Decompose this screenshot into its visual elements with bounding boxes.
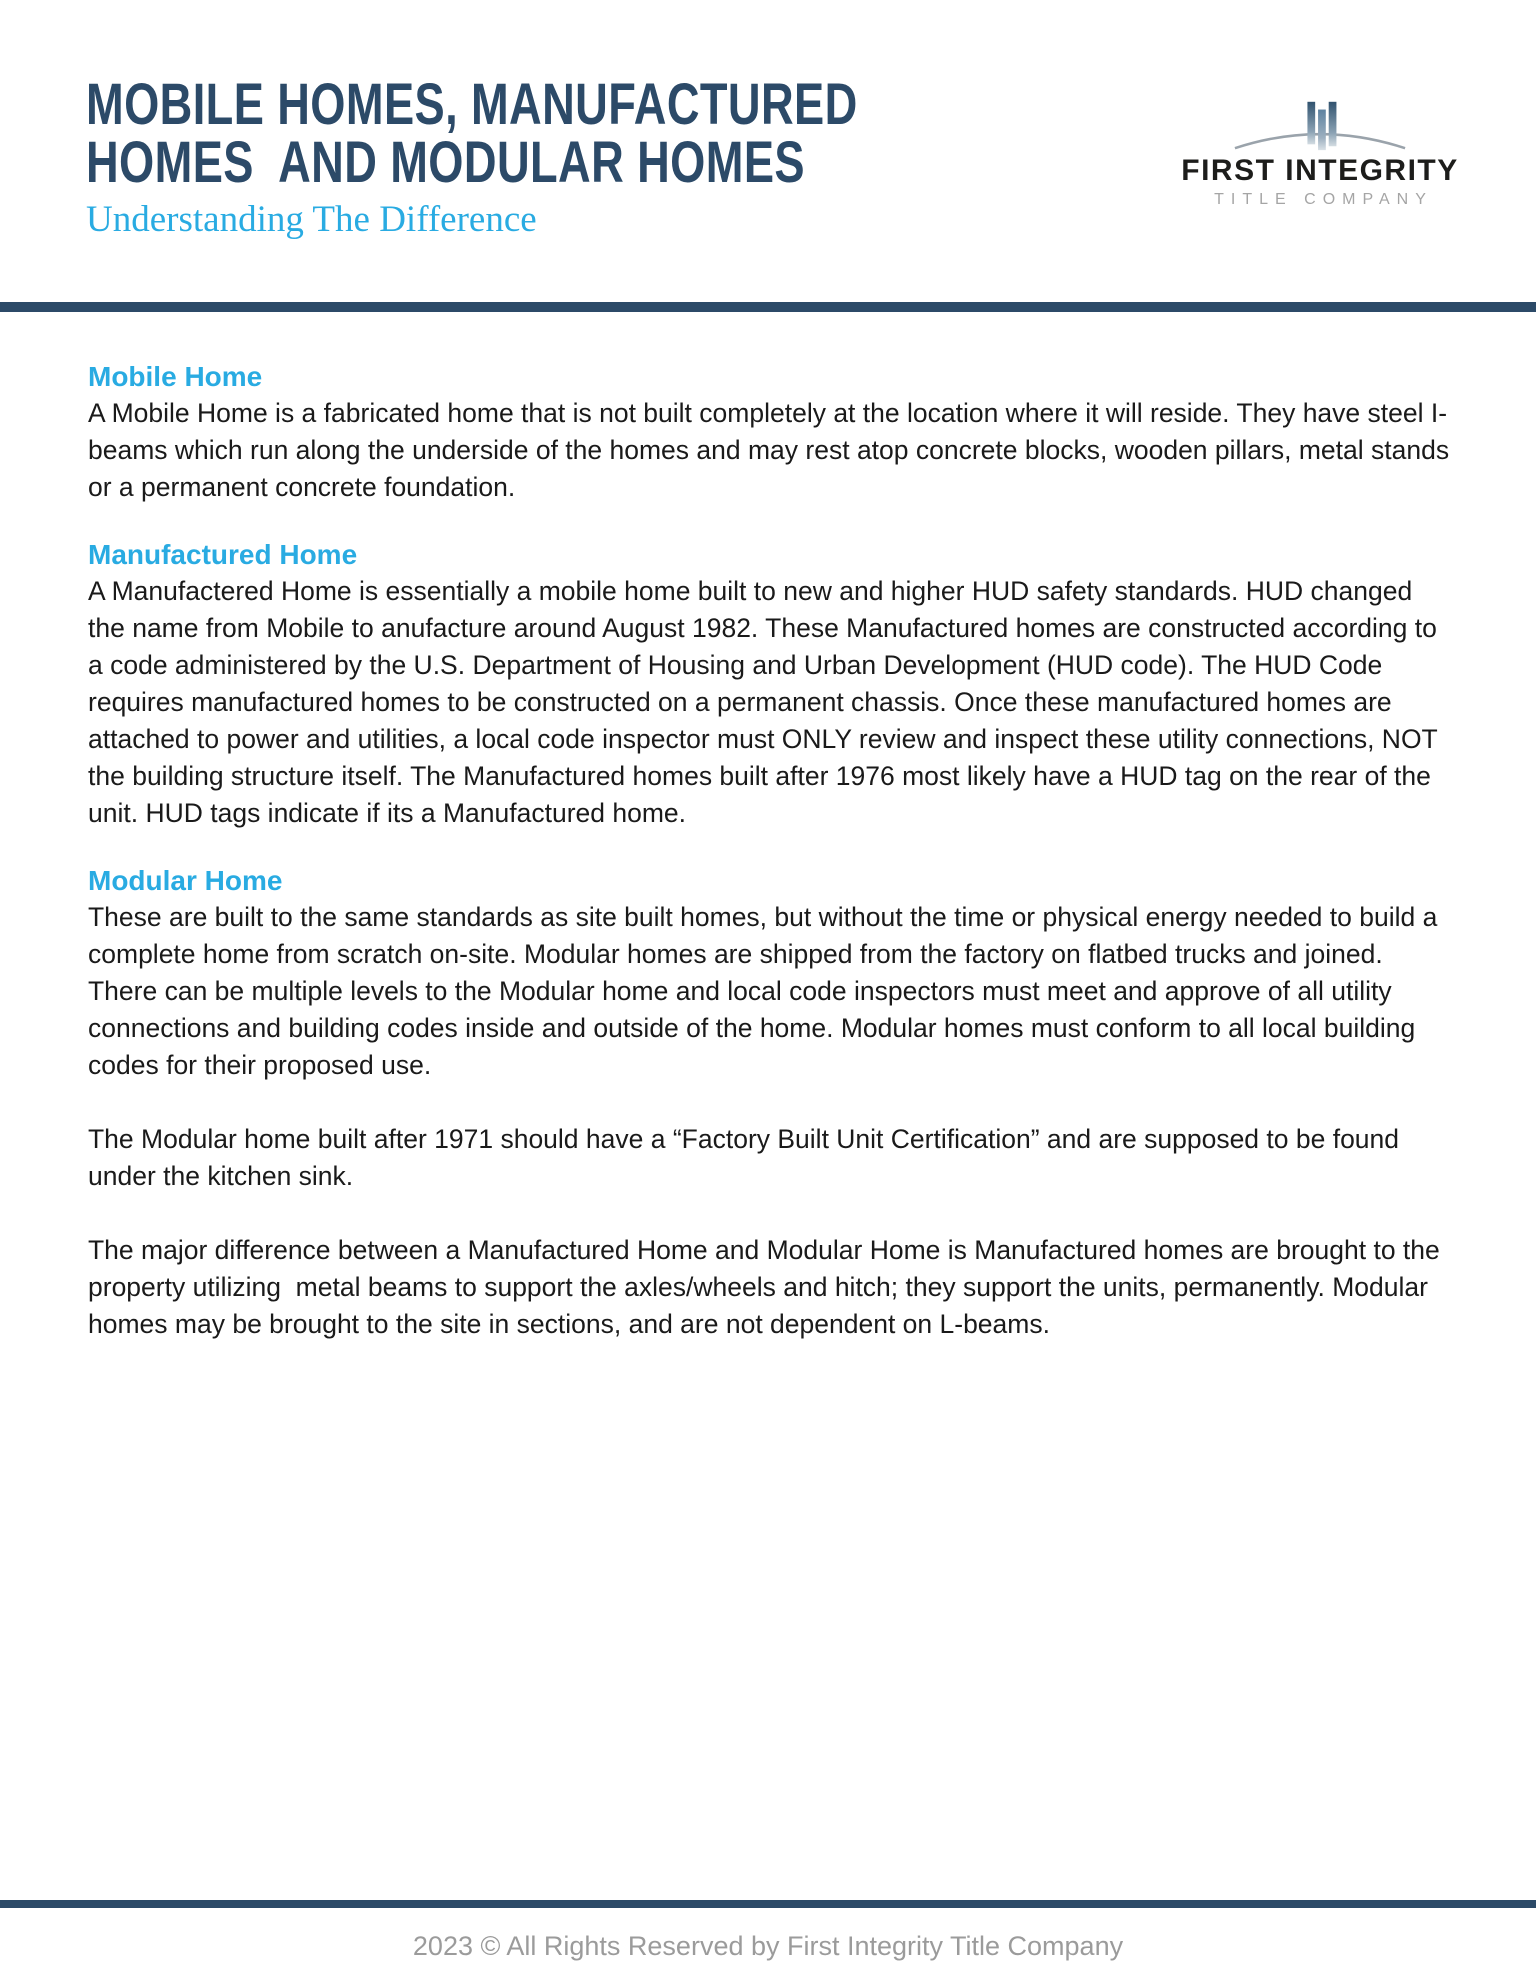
- footer-divider: [0, 1900, 1536, 1908]
- document-body: [0, 312, 1536, 1343]
- logo-buildings-icon: [1213, 96, 1427, 154]
- company-logo: [1181, 96, 1459, 209]
- page-title-line1: MOBILE HOMES, MANUFACTURED: [86, 72, 858, 137]
- logo-tagline: TITLE COMPANY: [1214, 191, 1433, 208]
- section-heading-modular-home: Modular Home: [88, 865, 283, 896]
- paragraph: The major difference between a Manufactured Home and Modular Home is Manufactured homes are brought to the property utilizing metal beams to support the axles/wheels and hitch; they support the units, permanently. Modular homes may be brought to the site in sections, and are not dependent on L-beams.: [88, 1235, 1448, 1339]
- section-modular-home: [88, 862, 1450, 1343]
- page-title-line2: HOMES AND MODULAR HOMES: [86, 130, 805, 195]
- section-manufactured-home: [88, 536, 1450, 832]
- paragraph: A Mobile Home is a fabricated home that is not built completely at the location where it will reside. They have steel I-beams which run along the underside of the homes and may rest atop concrete blocks, wooden pillars, metal stands or a permanent concrete foundation.: [88, 398, 1457, 502]
- header: [0, 0, 1536, 302]
- footer: [0, 1900, 1536, 1988]
- section-heading-manufactured-home: Manufactured Home: [88, 539, 358, 570]
- paragraph: The Modular home built after 1971 should have a “Factory Built Unit Certification” and are supposed to be found under the kitchen sink.: [88, 1124, 1407, 1191]
- paragraph: These are built to the same standards as site built homes, but without the time or physical energy needed to build a complete home from scratch on-site. Modular homes are shipped from the factory on flatbed trucks and joined. There can be multiple levels to the Modular home and local code inspectors must meet and approve of all utility connections and building codes inside and outside of the home. Modular homes must conform to all local building codes for their proposed use.: [88, 902, 1445, 1080]
- header-divider: [0, 302, 1536, 312]
- page-title: [86, 72, 1075, 195]
- section-mobile-home: [88, 358, 1457, 506]
- section-heading-mobile-home: Mobile Home: [88, 361, 263, 392]
- paragraph: A Manufactered Home is essentially a mobile home built to new and higher HUD safety standards. HUD changed the name from Mobile to anufacture around August 1982. These Manufactured homes are constructed according to a code administered by the U.S. Department of Housing and Urban Development (HUD code). The HUD Code requires manufactured homes to be constructed on a permanent chassis. Once these manufactured homes are attached to power and utilities, a local code inspector must ONLY review and inspect these utility connections, NOT the building structure itself. The Manufactured homes built after 1976 most likely have a HUD tag on the rear of the unit. HUD tags indicate if its a Manufactured home.: [88, 576, 1445, 828]
- logo-bar-left: [1307, 102, 1315, 145]
- logo-company-name: FIRST INTEGRITY: [1181, 154, 1459, 187]
- logo-bar-right: [1329, 102, 1337, 146]
- title-block: [86, 72, 1075, 240]
- page-subtitle: Understanding The Difference: [86, 199, 537, 240]
- logo-bar-middle: [1318, 110, 1326, 151]
- copyright-text: 2023 © All Rights Reserved by First Integrity Title Company: [412, 1931, 1124, 1961]
